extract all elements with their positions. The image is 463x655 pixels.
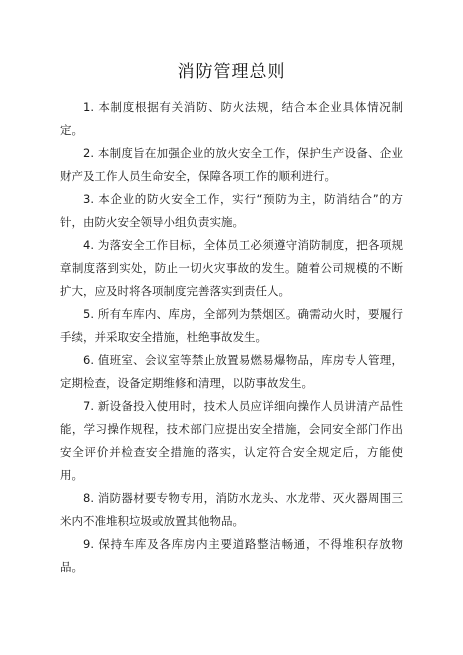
- paragraph-3: 3. 本企业的防火安全工作，实行“预防为主，防消结合”的方针，由防火安全领导小组负责实施。: [60, 192, 403, 229]
- paragraph-7: 7. 新设备投入使用时，技术人员应详细向操作人员讲清产品性能，学习操作规程，技术部门应提出安全措施，会同安全部门作出安全评价并检查安全措施的落实，认定符合安全规定后，方能使用。: [60, 399, 403, 482]
- paragraph-1: 1. 本制度根据有关消防、防火法规，结合本企业具体情况制定。: [60, 100, 403, 137]
- paragraph-5: 5. 所有车库内、库房，全部列为禁烟区。确需动火时，要履行手续，并采取安全措施，杜绝事故发生。: [60, 307, 403, 344]
- paragraph-8: 8. 消防器材要专物专用，消防水龙头、水龙带、灭火器周围三米内不准堆积垃圾或放置其他物品。: [60, 491, 403, 528]
- paragraph-9: 9. 保持车库及各库房内主要道路整洁畅通，不得堆积存放物品。: [60, 537, 403, 574]
- paragraph-2: 2. 本制度旨在加强企业的放火安全工作，保护生产设备、企业财产及工作人员生命安全，保障各项工作的顺利进行。: [60, 146, 403, 183]
- paragraph-4: 4. 为落安全工作目标，全体员工必须遵守消防制度，把各项规章制度落到实处，防止一切火灾事故的发生。随着公司规模的不断扩大，应及时将各项制度完善落实到责任人。: [60, 238, 403, 298]
- document-title: 消防管理总则: [177, 62, 286, 82]
- paragraph-6: 6. 值班室、会议室等禁止放置易燃易爆物品，库房专人管理，定期检查，设备定期维修和清理，以防事故发生。: [60, 353, 403, 390]
